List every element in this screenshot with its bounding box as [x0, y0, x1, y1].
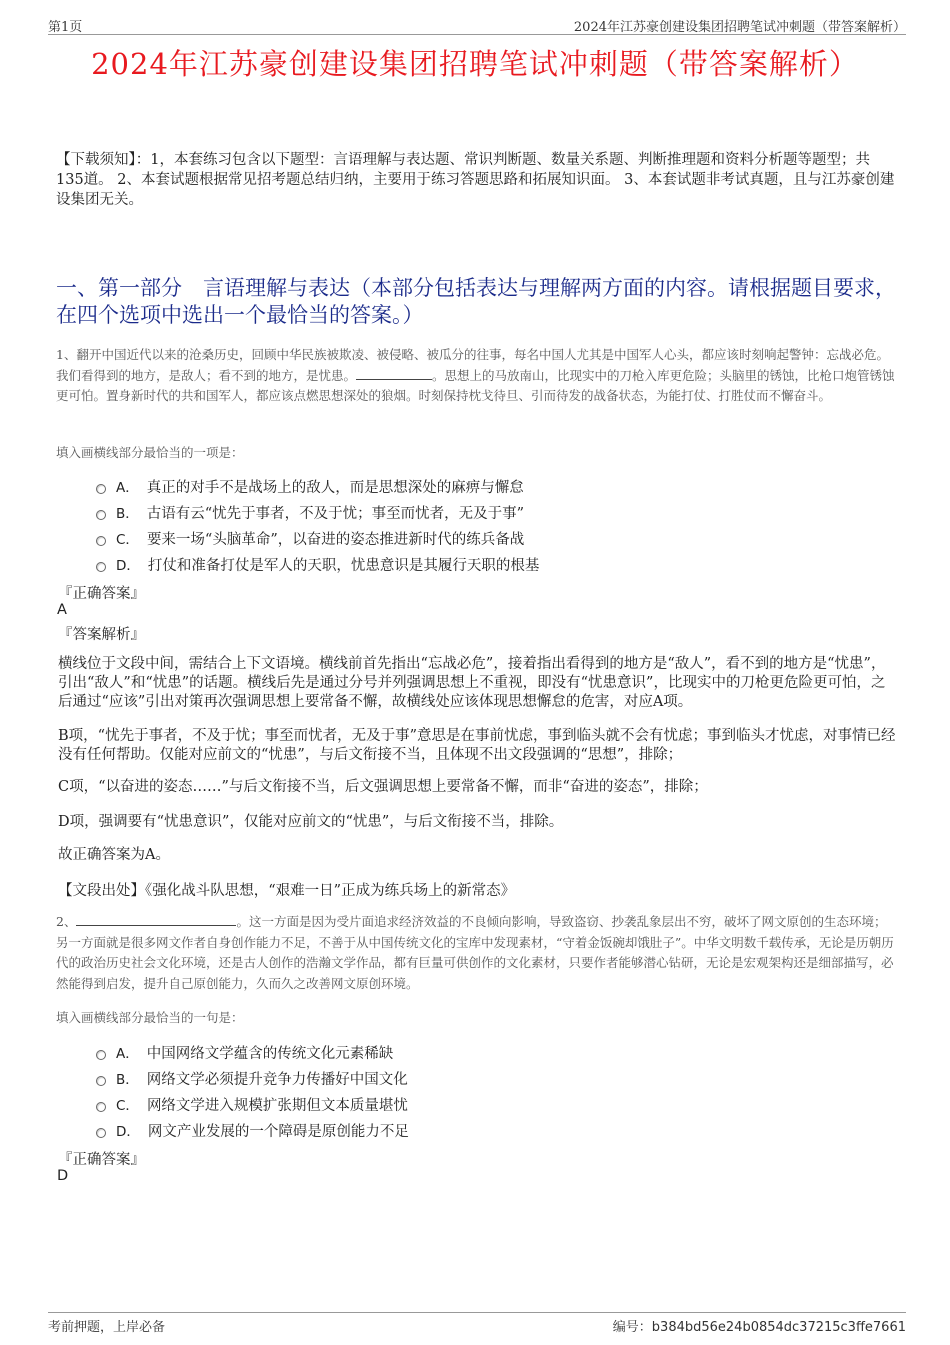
radio-icon[interactable]	[96, 1076, 106, 1086]
option-text: 网络文学进入规模扩张期但文本质量堪忧	[146, 1097, 408, 1114]
footer-slogan: 考前押题，上岸必备	[48, 1320, 166, 1335]
answer-value: D	[57, 1168, 69, 1184]
question-2-prompt: 填入画横线部分最恰当的一句是：	[56, 1010, 244, 1025]
page-header	[48, 14, 906, 35]
question-1-stem-before: 1、翻开中国近代以来的沧桑历史，回顾中华民族被欺凌、被侵略、被瓜分的往事，每名中国人尤其是中国军人心头，都应该时刻响起警钟：忘战必危。我们看得到的地方，是敌人；看不到的地方，是忧患。	[56, 347, 889, 383]
answer-heading: 『正确答案』	[58, 586, 145, 602]
option-c[interactable]	[96, 525, 876, 551]
question-1-prompt: 填入画横线部分最恰当的一项是：	[56, 445, 244, 460]
question-1-options	[96, 473, 876, 577]
passage-source: 【文段出处】《强化战斗队思想，“艰难一日”正成为练兵场上的新常态》	[58, 883, 516, 899]
fill-blank	[356, 367, 432, 380]
option-text: 要来一场“头脑革命”，以奋进的姿态推进新时代的练兵备战	[146, 531, 525, 548]
page-footer	[48, 1312, 906, 1337]
option-text: 真正的对手不是战场上的敌人，而是思想深处的麻痹与懈怠	[146, 479, 524, 496]
radio-icon[interactable]	[96, 562, 106, 572]
header-doc-title: 2024年江苏豪创建设集团招聘笔试冲刺题（带答案解析）	[573, 20, 906, 35]
option-label: C．	[116, 532, 139, 548]
analysis-paragraph: B项，“忧先于事者，不及于忧；事至而忧者，无及于事”意思是在事前忧虑，事到临头就不会有忧虑；事到临头才忧虑，对事情已经没有任何帮助。仅能对应前文的“忧患”，与后文衔接不当，且体现不出文段强调的“思想”，排除；	[58, 728, 896, 763]
option-label: A．	[116, 1046, 139, 1062]
analysis-heading: 『答案解析』	[58, 627, 145, 643]
option-text: 中国网络文学蕴含的传统文化元素稀缺	[146, 1045, 394, 1062]
option-text: 打仗和准备打仗是军人的天职，忧患意识是其履行天职的根基	[147, 557, 540, 574]
option-label: C．	[116, 1098, 139, 1114]
analysis-paragraph: D项，强调要有“忧患意识”，仅能对应前文的“忧患”，与后文衔接不当，排除。	[58, 814, 564, 830]
question-1-stem-after: 。思想上的马放南山，比现实中的刀枪入库更危险；头脑里的锈蚀，比枪口炮管锈蚀更可怕。置身新时代的共和国军人，都应该点燃思想深处的狼烟。时刻保持枕戈待旦、引而待发的战备状态，为能打仗、打胜仗而不懈奋斗。	[56, 367, 895, 403]
radio-icon[interactable]	[96, 1128, 106, 1138]
option-label: A．	[116, 480, 139, 496]
option-b[interactable]	[96, 499, 876, 525]
footer-code	[613, 1316, 906, 1335]
option-a[interactable]	[96, 473, 876, 499]
footer-code-value: b384bd56e24b0854dc37215c3ffe7661	[651, 1320, 906, 1335]
option-label: D．	[116, 558, 140, 574]
radio-icon[interactable]	[96, 1050, 106, 1060]
option-c[interactable]	[96, 1091, 876, 1117]
answer-heading: 『正确答案』	[58, 1152, 145, 1168]
option-a[interactable]	[96, 1039, 876, 1065]
option-text: 网文产业发展的一个障碍是原创能力不足	[147, 1123, 409, 1140]
question-1-stem	[56, 345, 898, 407]
option-label: D．	[116, 1124, 140, 1140]
option-b[interactable]	[96, 1065, 876, 1091]
fill-blank	[76, 913, 236, 926]
option-label: B．	[116, 1072, 139, 1088]
option-text: 网络文学必须提升竞争力传播好中国文化	[146, 1071, 408, 1088]
option-d[interactable]	[96, 551, 876, 577]
analysis-conclusion: 故正确答案为A。	[58, 847, 170, 863]
question-2-number: 2、	[56, 914, 77, 929]
footer-code-label: 编号：	[612, 1320, 652, 1335]
option-label: B．	[116, 506, 139, 522]
page-number: 第1页	[48, 20, 83, 35]
question-2-stem	[56, 912, 898, 994]
section-title: 一、第一部分 言语理解与表达（本部分包括表达与理解两方面的内容。请根据题目要求，在四个选项中选出一个最恰当的答案。）	[56, 276, 896, 327]
radio-icon[interactable]	[96, 1102, 106, 1112]
question-2-stem-after: 。这一方面是因为受片面追求经济效益的不良倾向影响，导致盗窃、抄袭乱象层出不穷，破坏了网文原创的生态环境；另一方面就是很多网文作者自身创作能力不足，不善于从中国传统文化的宝库中发现素材，“守着金饭碗却饿肚子”。中华文明数千载传承，无论是历朝历代的政治历史社会文化环境，还是古人创作的浩瀚文学作品，都有巨量可供创作的文化素材，只要作者能够潜心钻研，无论是宏观架构还是细部描写，必然能得到启发，提升自己原创能力，久而久之改善网文原创环境。	[56, 914, 894, 991]
question-2-options	[96, 1039, 876, 1143]
analysis-paragraph: C项，“以奋进的姿态……”与后文衔接不当，后文强调思想上要常备不懈，而非“奋进的姿态”，排除；	[58, 779, 708, 795]
radio-icon[interactable]	[96, 510, 106, 520]
option-d[interactable]	[96, 1117, 876, 1143]
radio-icon[interactable]	[96, 484, 106, 494]
radio-icon[interactable]	[96, 536, 106, 546]
answer-value: A	[57, 602, 67, 618]
document-title: 2024年江苏豪创建设集团招聘笔试冲刺题（带答案解析）	[91, 47, 859, 81]
download-notice: 【下载须知】：1，本套练习包含以下题型：言语理解与表达题、常识判断题、数量关系题、判断推理题和资料分析题等题型；共135道。 2、本套试题根据常见招考题总结归纳，主要用于练习答题思路和拓展知识面。 3、本套试题非考试真题，且与江苏豪创建设集团无关。	[56, 152, 895, 208]
analysis-paragraph: 横线位于文段中间，需结合上下文语境。横线前首先指出“忘战必危”，接着指出看得到的地方是“敌人”，看不到的地方是“忧患”，引出“敌人”和“忧患”的话题。横线后先是通过分号并列强调思想上不重视，即没有“忧患意识”，比现实中的刀枪更危险更可怕，之后通过“应该”引出对策再次强调思想上要常备不懈，故横线处应该体现思想懈怠的危害，对应A项。	[58, 656, 886, 710]
option-text: 古语有云“忧先于事者，不及于忧；事至而忧者，无及于事”	[146, 505, 525, 522]
